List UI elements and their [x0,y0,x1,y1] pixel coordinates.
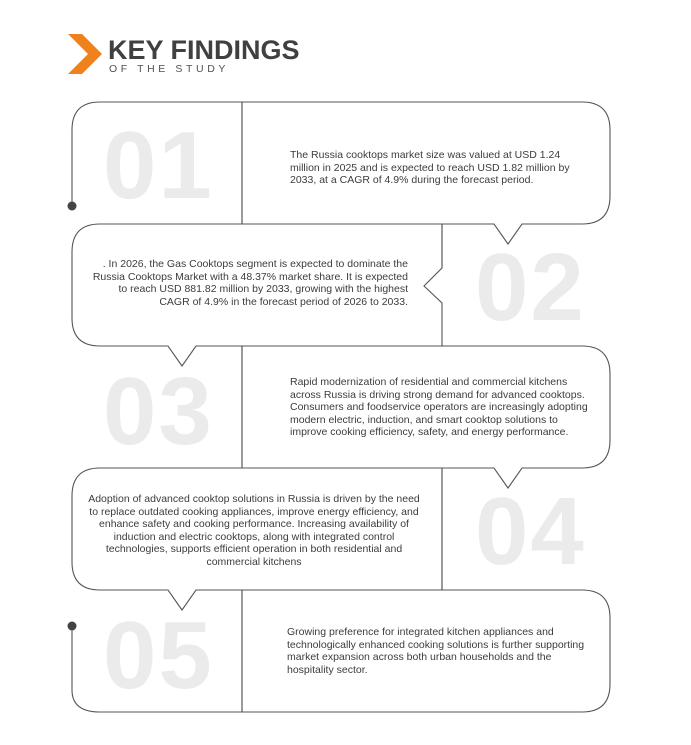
finding-text: Rapid modernization of residential and commercial kitchens across Russia is driving strong demand for advanced cooktops. Consumers and foodservice operators are increasingly adopting modern electric, induction, and smart cooktop solutions to improve cooking efficiency, safety, and energy performance. [290,376,588,439]
finding-number: 04 [475,478,586,585]
finding-text: . In 2026, the Gas Cooktops segment is expected to dominate the Russia Cooktops Market with a 48.37% market share. It is expected to reach USD 881.82 million by 2033, growing with the highest CAGR of 4.9% in the forecast period of 2026 to 2033. [92,258,408,308]
finding-number: 02 [475,234,586,341]
page-title: KEY FINDINGS [108,35,300,65]
finding-text: Adoption of advanced cooktop solutions in Russia is driven by the need to replace outdated cooking appliances, improve energy efficiency, and enhance safety and cooking performance. Increasing availability of induction and electric cooktops, along with integrated control technologies, supports efficient operation in both residential and commercial kitchens [88,493,420,568]
finding-text: The Russia cooktops market size was valued at USD 1.24 million in 2025 and is expected to reach USD 1.82 million by 2033, at a CAGR of 4.9% during the forecast period. [290,149,570,187]
end-dot [68,622,77,631]
finding-number: 01 [103,112,214,219]
finding-text: Growing preference for integrated kitchen appliances and technologically enhanced cooking solutions is further supporting market expansion across both urban households and the hospitality sector. [287,626,585,676]
page-subtitle: OF THE STUDY [109,63,230,75]
finding-number: 05 [103,602,214,709]
start-dot [68,202,77,211]
finding-number: 03 [103,358,214,465]
